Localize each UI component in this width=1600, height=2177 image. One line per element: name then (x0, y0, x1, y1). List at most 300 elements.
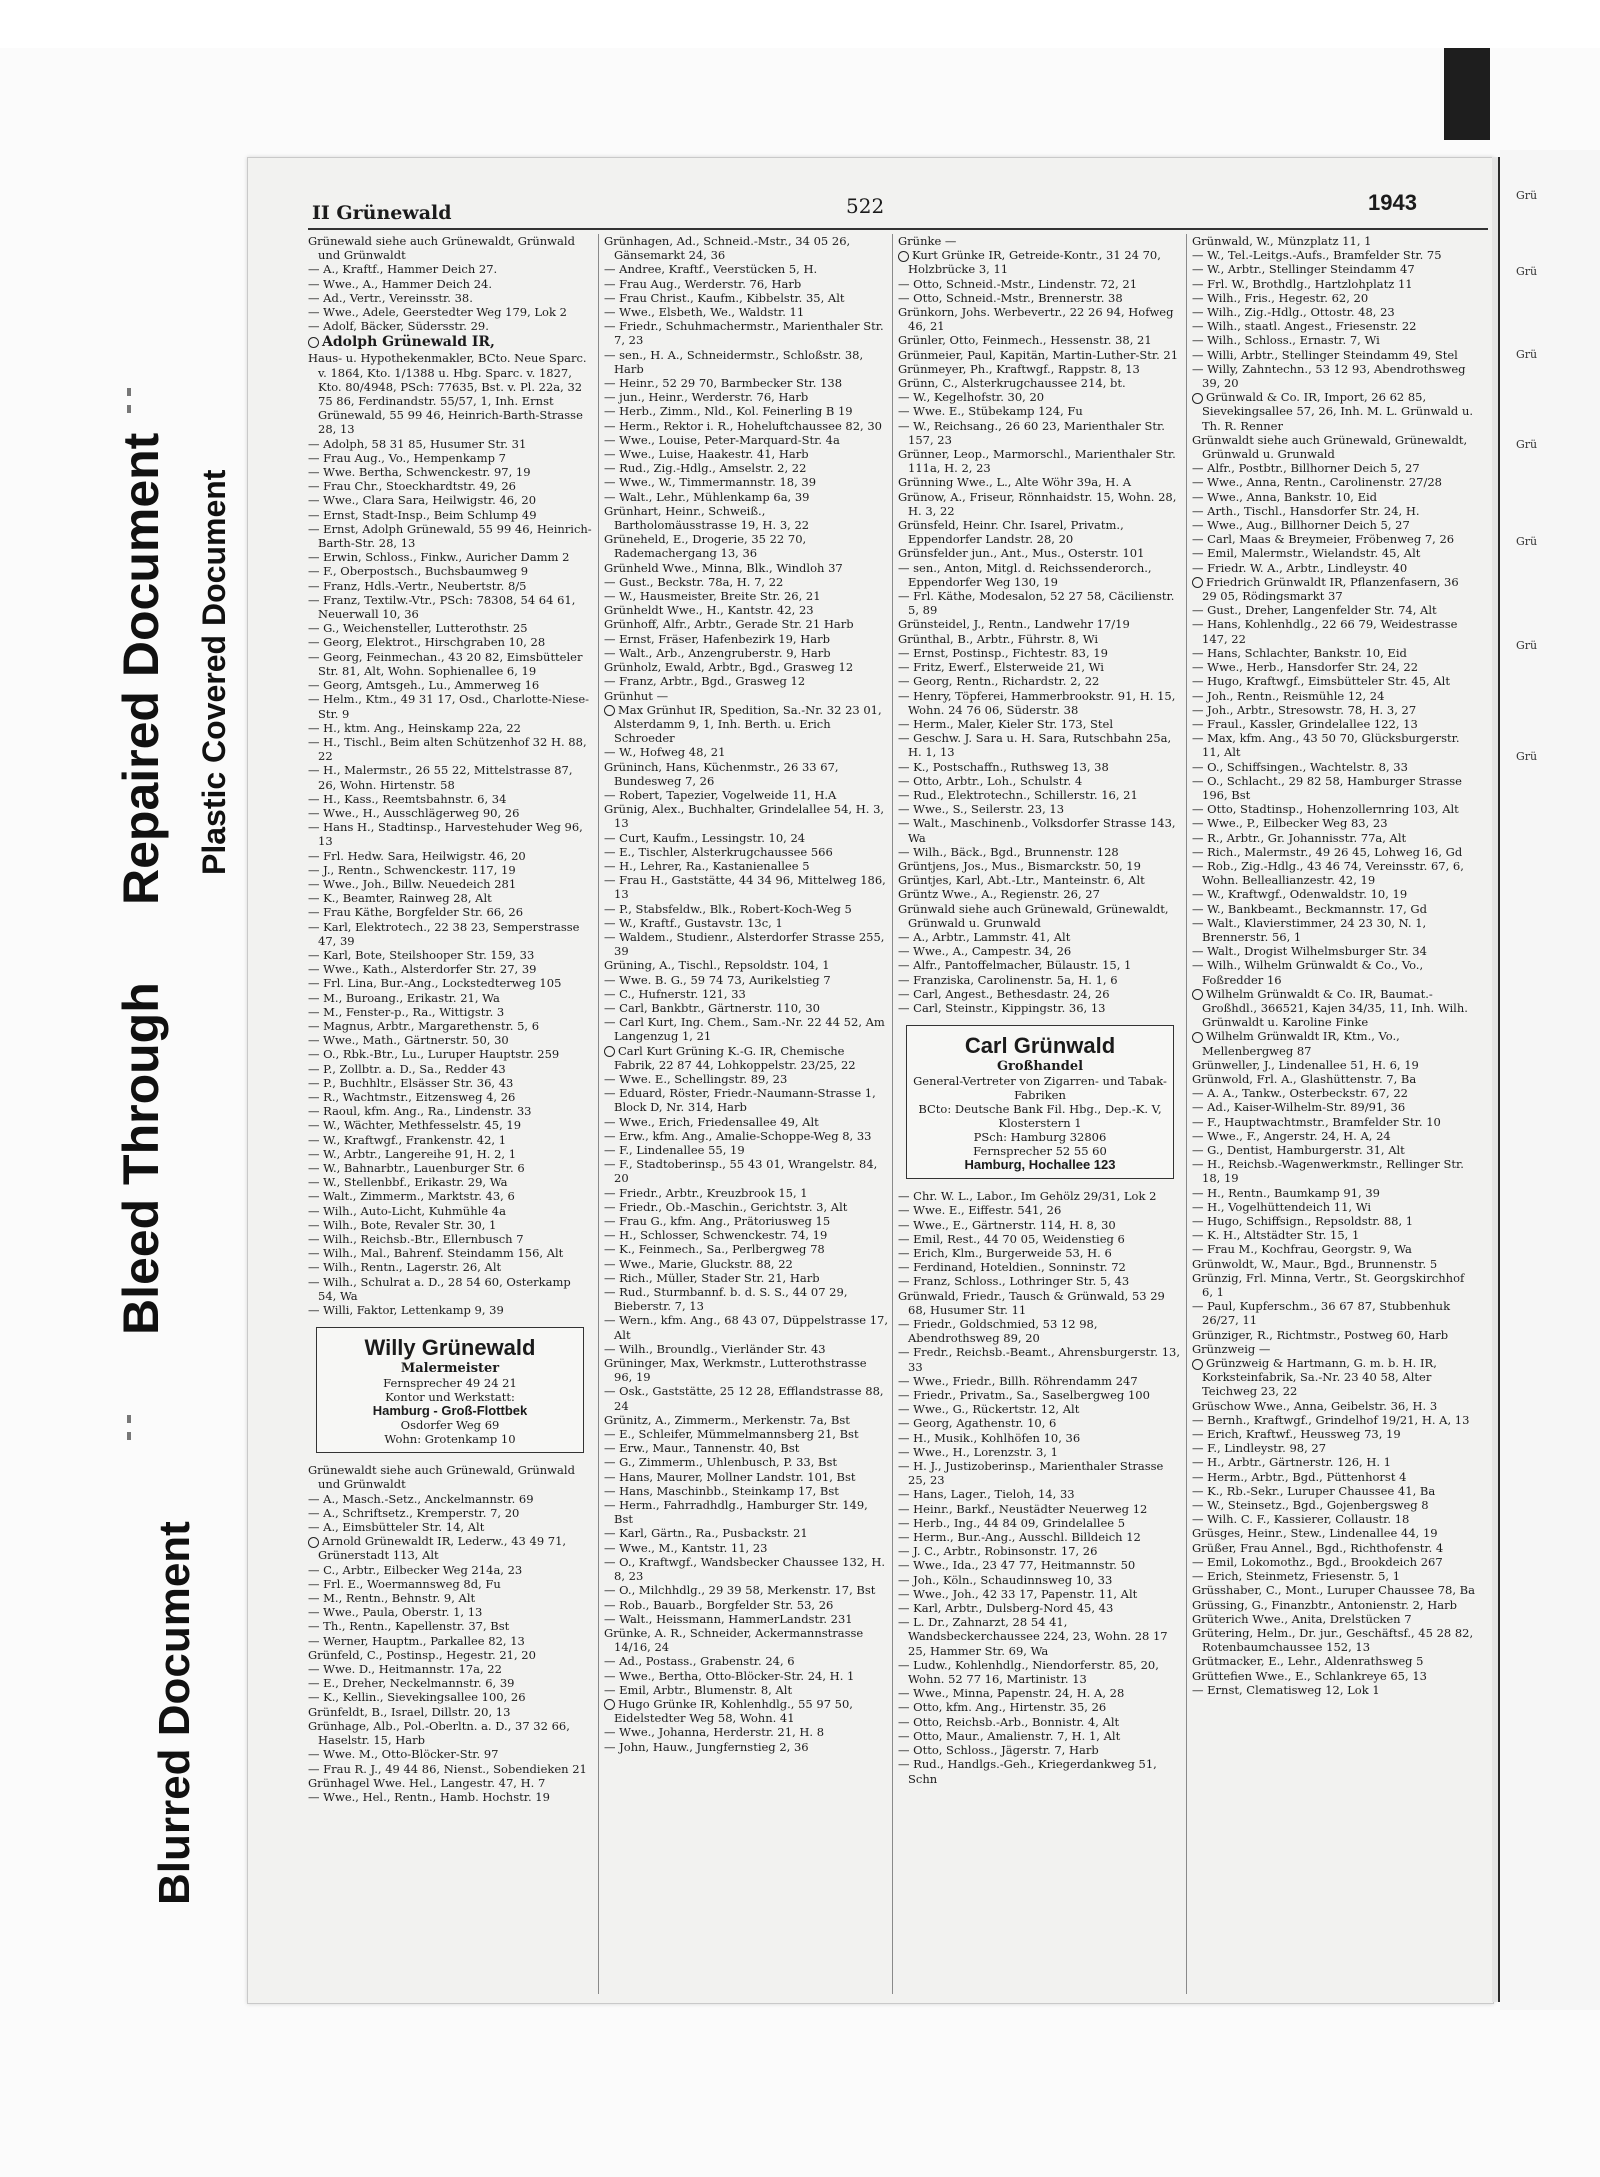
directory-entry (604, 461, 888, 475)
directory-entry (308, 479, 592, 493)
entry-text: Grünfeldt, B., Israel, Dillstr. 20, 13 (308, 1704, 511, 1719)
entry-text: — Otto, Stadtinsp., Hohenzollernring 103, Alt (1192, 802, 1459, 817)
entry-text: — A. A., Tankw., Osterbeckstr. 67, 22 (1192, 1086, 1408, 1101)
entry-text: — H., Reichsb.-Wagenwerkmstr., Rellinger Str. 18, 19 (1192, 1157, 1464, 1186)
directory-entry (308, 863, 592, 877)
entry-text: Grüschow Wwe., Anna, Geibelstr. 36, H. 3 (1192, 1398, 1438, 1413)
entry-text: Grünhagen, Ad., Schneid.-Mstr., 34 05 26, Gänsemarkt 24, 36 (604, 234, 851, 263)
entry-text: — Wwe., Joh., Billw. Neuedeich 281 (308, 876, 517, 891)
entry-text: Grünheldt Wwe., H., Kantstr. 42, 23 (604, 603, 814, 618)
entry-text: Grüntjes, Karl, Abt.-Ltr., Manteinstr. 6, Alt (898, 873, 1145, 888)
entry-text: — Gust., Dreher, Langenfelder Str. 74, Alt (1192, 603, 1437, 618)
entry-text: Grünweller, J., Lindenallee 51, H. 6, 19 (1192, 1057, 1419, 1072)
entry-text: — W., Wächter, Methfesselstr. 45, 19 (308, 1118, 522, 1133)
entry-text: — H., ktm. Ang., Heinskamp 22a, 22 (308, 720, 521, 735)
entry-text: — Gust., Beckstr. 78a, H. 7, 22 (604, 574, 784, 589)
directory-entry (308, 1492, 592, 1506)
directory-entry (308, 319, 592, 333)
registered-firm-icon (1192, 989, 1203, 1000)
section-title: II Grünewald (312, 202, 452, 224)
entry-text: — Wwe. B. G., 59 74 73, Aurikelstieg 7 (604, 972, 831, 987)
directory-entry (604, 1541, 888, 1555)
directory-entry (1192, 1328, 1476, 1342)
directory-entry (604, 1626, 888, 1654)
directory-entry (308, 1563, 592, 1577)
entry-text: — O., Kraftwgf., Wandsbecker Chaussee 132, H. 8, 23 (604, 1554, 886, 1584)
entry-text: — P., Stabsfeldw., Blk., Robert-Koch-Weg 5 (604, 901, 852, 916)
directory-entry (308, 1747, 592, 1761)
directory-entry (308, 763, 592, 791)
entry-text: — Georg, Feinmechan., 43 20 82, Eimsbütteler Str. 81, Alt, Wohn. Sophienallee 6, 19 (308, 649, 583, 678)
entry-text: — Walt., Zimmerm., Marktstr. 43, 6 (308, 1189, 515, 1204)
directory-entry (898, 660, 1182, 674)
directory-entry (898, 1487, 1182, 1501)
entry-text: — Emil, Arbtr., Blumenstr. 8, Alt (604, 1682, 793, 1697)
year: 1943 (1368, 190, 1417, 215)
entry-text: — A., Masch.-Setz., Anckelmannstr. 69 (308, 1491, 534, 1506)
entry-text: — Frau H., Gaststätte, 44 34 96, Mittelweg 186, 13 (604, 873, 886, 902)
entry-text: — Heinr., Barkf., Neustädter Neuerweg 12 (898, 1501, 1148, 1516)
directory-entry (604, 802, 888, 830)
entry-text: Haus- u. Hypothekenmakler, BCto. Neue Sparc. v. 1864, Kto. 1/1388 u. Hbg. Sparc. v. 1827, Kto. 80/4948, PSch: 77635, Bst. v. Pl. 22a, 32 75 86, Ferdinandstr. 55/57, 1, Inh. Ernst Grünewald, 55 99 46, Heinrich-Barth-Strasse 28, 13 (308, 351, 587, 437)
entry-text: — Friedr., Arbtr., Kreuzbrook 15, 1 (604, 1185, 808, 1200)
directory-entry (1192, 1086, 1476, 1100)
directory-entry (1192, 1470, 1476, 1484)
directory-entry (1192, 887, 1476, 901)
directory-entry (308, 920, 592, 948)
directory-entry (898, 248, 1182, 276)
entry-text: Grünhage, Alb., Pol.-Oberltn. a. D., 37 32 66, Haselstr. 15, Harb (308, 1718, 570, 1748)
directory-entry (1192, 1569, 1476, 1583)
directory-entry (308, 579, 592, 593)
entry-text: Grünitz, A., Zimmerm., Merkenstr. 7a, Bst (604, 1412, 850, 1427)
directory-entry (604, 1669, 888, 1683)
entry-text: — E., Dreher, Neckelmannstr. 6, 39 (308, 1676, 515, 1691)
registered-firm-icon (1192, 1032, 1203, 1043)
entry-text: Grünwald & Co. IR, Import, 26 62 85, Sievekingsallee 57, 26, Inh. M. L. Grünwald u. Th. R. Renner (1202, 390, 1474, 433)
registered-firm-icon (1192, 393, 1203, 404)
directory-entry (308, 1133, 592, 1147)
entry-text: — H., Arbtr., Gärtnerstr. 126, H. 1 (1192, 1455, 1391, 1470)
directory-entry (1192, 546, 1476, 560)
advert-trade: Großhandel (996, 1059, 1084, 1075)
plastic-covered-label: Plastic Covered Document (196, 469, 232, 875)
entry-text: Grünwald, Friedr., Tausch & Grünwald, 53 29 68, Husumer Str. 11 (898, 1288, 1165, 1317)
entry-text: — Rich., Müller, Stader Str. 21, Harb (604, 1270, 820, 1285)
directory-entry (604, 234, 888, 262)
entry-text: Grünner, Leop., Marmorschl., Marienthaler Str. 111a, H. 2, 23 (898, 447, 1176, 476)
directory-entry (308, 1690, 592, 1704)
directory-entry (898, 1317, 1182, 1345)
entry-text: Grünewaldt siehe auch Grünewald, Grünwald und Grünwaldt (308, 1463, 575, 1492)
directory-entry (1192, 1399, 1476, 1413)
entry-text: — Erich, Steinmetz, Friesenstr. 5, 1 (1192, 1569, 1401, 1584)
registered-firm-icon (1192, 1359, 1203, 1370)
directory-entry (308, 820, 592, 848)
entry-text: — Frl. W., Brothdlg., Hartzlohplatz 11 (1192, 276, 1413, 291)
directory-entry (308, 1260, 592, 1274)
entry-text: — Herm., Arbtr., Bgd., Püttenhorst 4 (1192, 1469, 1407, 1484)
directory-entry (604, 419, 888, 433)
directory-entry (1192, 1100, 1476, 1114)
directory-entry (1192, 1115, 1476, 1129)
directory-entry (308, 1634, 592, 1648)
directory-entry (1192, 1214, 1476, 1228)
directory-entry (308, 849, 592, 863)
entry-text: Grünkorn, Johs. Werbevertr., 22 26 94, Hofweg 46, 21 (898, 305, 1174, 334)
entry-text: — Rud., Sturmbannf. b. d. S. S., 44 07 29, Bieberstr. 7, 13 (604, 1285, 848, 1314)
entry-text: — Wwe., H., Ausschlägerweg 90, 26 (308, 805, 520, 820)
entry-text: — E., Tischler, Alsterkrugchaussee 566 (604, 844, 833, 859)
directory-entry (898, 390, 1182, 404)
entry-text: Grünke, A. R., Schneider, Ackermannstrasse 14/16, 24 (604, 1625, 864, 1655)
entry-text: — Wwe. E., Stübekamp 124, Fu (898, 404, 1083, 419)
directory-entry (308, 1118, 592, 1132)
directory-entry (898, 802, 1182, 816)
entry-text: — H., Vogelhüttendeich 11, Wi (1192, 1199, 1372, 1214)
entry-text: Grünwoldt, W., Maur., Bgd., Brunnenstr. 5 (1192, 1256, 1438, 1271)
entry-text: Grünthal, B., Arbtr., Führstr. 8, Wi (898, 631, 1099, 646)
directory-entry (308, 277, 592, 291)
entry-text: — Wilh., Auto-Licht, Kuhmühle 4a (308, 1203, 506, 1218)
directory-entry (1192, 617, 1476, 645)
entry-text: — W., Kraftf., Gustavstr. 13c, 1 (604, 915, 783, 930)
entry-text: — Chr. W. L., Labor., Im Gehölz 29/31, Lok 2 (898, 1189, 1157, 1204)
directory-entry (1192, 504, 1476, 518)
directory-entry (1192, 248, 1476, 262)
entry-text: — Herm., Maler, Kieler Str. 173, Stel (898, 716, 1114, 731)
directory-entry (308, 1676, 592, 1690)
entry-text: — Herm., Rektor i. R., Hoheluftchaussee 82, 30 (604, 418, 882, 433)
directory-entry (898, 1431, 1182, 1445)
entry-text: — Wwe. E., Eiffestr. 541, 26 (898, 1203, 1062, 1218)
entry-text: — Wwe., Bertha, Otto-Blöcker-Str. 24, H. 1 (604, 1668, 855, 1683)
directory-entry (308, 877, 592, 891)
entry-text: — Hans, Maschinbb., Steinkamp 17, Bst (604, 1483, 839, 1498)
advert-carl-grunwald (906, 1025, 1174, 1179)
entry-text: Grütmacker, E., Lehr., Aldenrathsweg 5 (1192, 1654, 1424, 1669)
directory-entry (1192, 1526, 1476, 1540)
directory-entry (1192, 1626, 1476, 1654)
directory-entry (1192, 1598, 1476, 1612)
directory-entry (604, 1313, 888, 1341)
entry-text: — Wilh., Zig.-Hdlg., Ottostr. 48, 23 (1192, 305, 1395, 320)
entry-text: — O., Milchhdlg., 29 39 58, Merkenstr. 17, Bst (604, 1583, 876, 1598)
directory-entry (1192, 1555, 1476, 1569)
entry-text: — Wwe., H., Lorenzstr. 3, 1 (898, 1444, 1058, 1459)
directory-entry (898, 788, 1182, 802)
entry-text: — Wilh., Mal., Bahrenf. Steindamm 156, Alt (308, 1246, 564, 1261)
entry-text: Grünig, Alex., Buchhalter, Grindelallee 54, H. 3, 13 (604, 802, 885, 831)
entry-text: — Adolf, Bäcker, Südersstr. 29. (308, 319, 489, 334)
entry-text: — Alfr., Postbtr., Billhorner Deich 5, 27 (1192, 461, 1420, 476)
entry-text: — P., Buchhltr., Elsässer Str. 36, 43 (308, 1075, 514, 1090)
entry-text: — Otto, Schloss., Jägerstr. 7, Harb (898, 1743, 1099, 1758)
advert-home: Wohn: Grotenkamp 10 (384, 1432, 516, 1447)
directory-entry (1192, 1271, 1476, 1299)
entry-text: — Wwe., Anna, Rentn., Carolinenstr. 27/28 (1192, 475, 1443, 490)
entry-text: Grüntz Wwe., A., Regienstr. 26, 27 (898, 887, 1100, 902)
entry-text: — Fraul., Kassler, Grindelallee 122, 13 (1192, 716, 1418, 731)
directory-entry (604, 617, 888, 631)
directory-entry (898, 1715, 1182, 1729)
directory-entry (308, 1147, 592, 1161)
entry-text: — Wwe., Elsbeth, We., Waldstr. 11 (604, 305, 805, 320)
entry-text: — Frl. Lina, Bur.-Ang., Lockstedterweg 105 (308, 976, 562, 991)
directory-entry (604, 348, 888, 376)
entry-text: — Wwe. M., Otto-Blöcker-Str. 97 (308, 1747, 499, 1762)
directory-entry (898, 1558, 1182, 1572)
directory-entry (898, 1658, 1182, 1686)
directory-entry (898, 760, 1182, 774)
directory-entry (1192, 1441, 1476, 1455)
directory-entry (308, 948, 592, 962)
entry-text: Grünmeier, Paul, Kapitän, Martin-Luther-Str. 21 (898, 347, 1179, 362)
entry-text: — Hugo, Schiffsign., Repsoldstr. 88, 1 (1192, 1214, 1414, 1229)
bleed-through-label: Bleed Through (113, 982, 169, 1335)
dash-mark (127, 388, 131, 396)
directory-entry (308, 721, 592, 735)
entry-text: — O., Rbk.-Btr., Lu., Luruper Hauptstr. 259 (308, 1047, 560, 1062)
directory-entry (898, 1374, 1182, 1388)
blurred-document-label: Blurred Document (150, 1521, 199, 1905)
entry-text: — H., Schlosser, Schwenckestr. 74, 19 (604, 1228, 828, 1243)
entry-text: — Otto, Maur., Amalienstr. 7, H. 1, Alt (898, 1728, 1121, 1743)
directory-entry (604, 1654, 888, 1668)
directory-entry (1192, 390, 1476, 433)
directory-entry (308, 1246, 592, 1260)
entry-text: Grünler, Otto, Feinmech., Hessenstr. 38, 21 (898, 333, 1152, 348)
entry-text: — Rob., Zig.-Hdlg., 43 46 74, Vereinsstr. 67, 6, Wohn. Belleallianzestr. 42, 19 (1192, 858, 1464, 888)
directory-entry (898, 1416, 1182, 1430)
directory-entry (604, 987, 888, 1001)
directory-entry (604, 930, 888, 958)
directory-entry (898, 1459, 1182, 1487)
directory-entry (604, 1285, 888, 1313)
entry-text: Kurt Grünke IR, Getreide-Kontr., 31 24 70, Holzbrücke 3, 11 (908, 248, 1161, 277)
entry-text: — Herm., Bur.-Ang., Ausschl. Billdeich 12 (898, 1530, 1141, 1545)
directory-entry (898, 845, 1182, 859)
entry-text: — M., Rentn., Behnstr. 9, Alt (308, 1591, 476, 1606)
entry-text: — W., Arbtr., Langereihe 91, H. 2, 1 (308, 1146, 517, 1161)
directory-entry (1192, 490, 1476, 504)
directory-entry (1192, 1186, 1476, 1200)
directory-entry (1192, 660, 1476, 674)
entry-text: — Karl, Gärtn., Ra., Pusbackstr. 21 (604, 1526, 808, 1541)
entry-text: — Osk., Gaststätte, 25 12 28, Efflandstrasse 88, 24 (604, 1384, 884, 1413)
entry-text: — Wwe., Erich, Friedensallee 49, Alt (604, 1114, 819, 1129)
entry-text: — Erw., Maur., Tannenstr. 40, Bst (604, 1441, 800, 1456)
entry-text: Grünwald siehe auch Grünewald, Grünewaldt, Grünwald u. Grunwald (898, 901, 1169, 930)
directory-entry (898, 348, 1182, 362)
directory-entry (898, 1757, 1182, 1785)
entry-text: — R., Arbtr., Gr. Johannisstr. 77a, Alt (1192, 830, 1407, 845)
entry-text: — Wwe., M., Kantstr. 11, 23 (604, 1540, 768, 1555)
entry-text: Grüttefien Wwe., E., Schlankreye 65, 13 (1192, 1668, 1427, 1683)
directory-entry (1192, 958, 1476, 986)
entry-text: — Magnus, Arbtr., Margarethenstr. 5, 6 (308, 1018, 540, 1033)
entry-text: — Wwe., G., Rückertstr. 12, Alt (898, 1402, 1080, 1417)
registered-firm-icon (308, 1537, 319, 1548)
directory-entry (1192, 731, 1476, 759)
entry-text: Friedrich Grünwaldt IR, Pflanzenfasern, 36 29 05, Rödingsmarkt 37 (1202, 574, 1459, 604)
entry-text: — Otto, Schneid.-Mstr., Brennerstr. 38 (898, 290, 1123, 305)
entry-text: — Wwe., Johanna, Herderstr. 21, H. 8 (604, 1725, 825, 1740)
directory-entry (308, 262, 592, 276)
entry-text: Grüßer, Frau Annel., Bgd., Richthofenstr. 4 (1192, 1540, 1444, 1555)
directory-entry (308, 891, 592, 905)
neighbor-fragment: Grü (1516, 750, 1538, 763)
entry-text: — H. J., Justizoberinsp., Marienthaler Strasse 25, 23 (898, 1459, 1164, 1488)
entry-text: Grüntjens, Jos., Mus., Bismarckstr. 50, 19 (898, 858, 1141, 873)
entry-text: — Wwe., Paula, Oberstr. 1, 13 (308, 1605, 483, 1620)
directory-entry (308, 1719, 592, 1747)
scan-black-bar (1444, 48, 1490, 140)
dash-mark (127, 405, 131, 413)
directory-entry (898, 973, 1182, 987)
directory-entry (1192, 461, 1476, 475)
column-3 (898, 234, 1182, 1994)
directory-entry (1192, 1683, 1476, 1697)
directory-entry (604, 902, 888, 916)
entry-text: Grüsges, Heinr., Stew., Lindenallee 44, 19 (1192, 1526, 1438, 1541)
directory-entry (308, 1790, 592, 1804)
entry-text: — Otto, Schneid.-Mstr., Lindenstr. 72, 21 (898, 276, 1138, 291)
entry-text: — Ernst, Fräser, Hafenbezirk 19, Harb (604, 631, 830, 646)
entry-text: — Carl, Maas & Breymeier, Fröbenweg 7, 26 (1192, 532, 1455, 547)
directory-entry (308, 1534, 592, 1562)
entry-text: — Wilh., Bäck., Bgd., Brunnenstr. 128 (898, 844, 1119, 859)
entry-text: — Wwe., A., Hammer Deich 24. (308, 276, 493, 291)
directory-entry (898, 546, 1182, 560)
entry-text: — Wilh., Wilhelm Grünwaldt & Co., Vo., Foßredder 16 (1192, 958, 1424, 987)
directory-entry (1192, 987, 1476, 1030)
entry-text: — H., Malermstr., 26 55 22, Mittelstrasse 87, 26, Wohn. Hirtenstr. 58 (308, 763, 573, 792)
directory-entry (308, 550, 592, 564)
entry-text: — Otto, Arbtr., Loh., Schulstr. 4 (898, 773, 1083, 788)
directory-entry (1192, 802, 1476, 816)
entry-text: — Walt., Heissmann, HammerLandstr. 231 (604, 1611, 853, 1626)
directory-entry (604, 873, 888, 901)
directory-entry (604, 1413, 888, 1427)
entry-text: Grünwald, W., Münzplatz 11, 1 (1192, 234, 1372, 248)
directory-entry (308, 493, 592, 507)
advert-street: Osdorfer Weg 69 (400, 1418, 500, 1433)
directory-entry (308, 437, 592, 451)
directory-entry (308, 564, 592, 578)
directory-entry (898, 1260, 1182, 1274)
entry-text: — O., Schiffsingen., Wachtelstr. 8, 33 (1192, 759, 1408, 774)
entry-text: — Waldem., Studienr., Alsterdorfer Strasse 255, 39 (604, 929, 885, 959)
directory-entry (1192, 1143, 1476, 1157)
directory-entry (604, 490, 888, 504)
entry-text: — Wwe., Louise, Peter-Marquard-Str. 4a (604, 432, 840, 447)
directory-entry (604, 1498, 888, 1526)
entry-text: Grünsteidel, J., Rentn., Landwehr 17/19 (898, 617, 1130, 632)
entry-text: — Rob., Bauarb., Borgfelder Str. 53, 26 (604, 1597, 834, 1612)
entry-text: — Ernst, Adolph Grünewald, 55 99 46, Heinrich-Barth-Str. 28, 13 (308, 521, 592, 551)
entry-text: — Wilh., Schloss., Ernastr. 7, Wi (1192, 333, 1380, 348)
entry-text: — H., Rentn., Baumkamp 91, 39 (1192, 1185, 1380, 1200)
directory-entry (308, 333, 592, 351)
entry-text: — Wwe., Herb., Hansdorfer Str. 24, 22 (1192, 660, 1419, 675)
directory-entry (604, 958, 888, 972)
entry-text: — Frl. Käthe, Modesalon, 52 27 58, Cäcilienstr. 5, 89 (898, 589, 1175, 618)
directory-entry (604, 1129, 888, 1143)
directory-entry (1192, 1072, 1476, 1086)
neighbor-fragment: Grü (1516, 535, 1538, 548)
directory-entry (604, 1526, 888, 1540)
entry-text: — Erwin, Schloss., Finkw., Auricher Damm 2 (308, 550, 570, 565)
directory-entry (898, 1601, 1182, 1615)
entry-text: — Wwe., Friedr., Billh. Röhrendamm 247 (898, 1373, 1138, 1388)
entry-text: — Karl, Arbtr., Dulsberg-Nord 45, 43 (898, 1601, 1114, 1616)
entry-text: Grünke — (898, 234, 957, 248)
directory-entry (898, 717, 1182, 731)
directory-entry (604, 1427, 888, 1441)
entry-text: — F., Stadtoberinsp., 55 43 01, Wrangelstr. 84, 20 (604, 1157, 878, 1186)
directory-entry (1192, 760, 1476, 774)
entry-text: Grünsfeld, Heinr. Chr. Isarel, Privatm., Eppendorfer Landstr. 28, 20 (898, 518, 1124, 547)
directory-entry (308, 1076, 592, 1090)
entry-text: — Georg, Amtsgeh., Lu., Ammerweg 16 (308, 678, 540, 693)
directory-entry (308, 1275, 592, 1303)
entry-text: — H., Lehrer, Ra., Kastanienallee 5 (604, 858, 810, 873)
directory-entry (604, 1015, 888, 1043)
entry-text: — Joh., Köln., Schaudinnsweg 10, 33 (898, 1572, 1113, 1587)
directory-entry (604, 1612, 888, 1626)
entry-text: Adolph Grünewald IR, (322, 334, 495, 351)
directory-entry (1192, 291, 1476, 305)
directory-entry (1192, 902, 1476, 916)
directory-entry (604, 433, 888, 447)
directory-entry (308, 1776, 592, 1790)
directory-entry (898, 1203, 1182, 1217)
entry-text: — Hans, Lager., Tieloh, 14, 33 (898, 1487, 1075, 1502)
directory-entry (308, 1705, 592, 1719)
directory-entry (604, 674, 888, 688)
directory-entry (604, 575, 888, 589)
entry-text: — O., Schlacht., 29 82 58, Hamburger Strasse 196, Bst (1192, 773, 1462, 802)
directory-entry (898, 902, 1182, 930)
directory-entry (1192, 831, 1476, 845)
directory-entry (898, 291, 1182, 305)
directory-entry (1192, 1427, 1476, 1441)
directory-entry (898, 1289, 1182, 1317)
entry-text: — A., Kraftf., Hammer Deich 27. (308, 262, 498, 277)
directory-entry (1192, 305, 1476, 319)
directory-entry (308, 1232, 592, 1246)
advert-bank: BCto: Deutsche Bank Fil. Hbg., Dep.-K. V, Klosterstern 1 (918, 1102, 1162, 1131)
entry-text: — Walt., Maschinenb., Volksdorfer Strasse 143, Wa (898, 816, 1176, 845)
directory-entry (308, 291, 592, 305)
directory-entry (604, 404, 888, 418)
entry-text: — J. C., Arbtr., Robinsonstr. 17, 26 (898, 1544, 1098, 1559)
directory-entry (1192, 944, 1476, 958)
directory-entry (604, 646, 888, 660)
directory-entry (604, 1001, 888, 1015)
advert-office: Kontor und Werkstatt: (385, 1390, 515, 1405)
directory-entry (1192, 319, 1476, 333)
entry-text: — Rud., Elektrotechn., Schillerstr. 16, 21 (898, 787, 1138, 802)
entry-text: — Robert, Tapezier, Vogelweide 11, H.A (604, 787, 837, 802)
entry-text: — Carl, Steinstr., Kippingstr. 36, 13 (898, 1000, 1106, 1015)
directory-entry (604, 859, 888, 873)
dash-mark (127, 1432, 131, 1440)
entry-text: — W., Tel.-Leitgs.-Aufs., Bramfelder Str. 75 (1192, 248, 1442, 263)
entry-text: Grüninch, Hans, Küchenmstr., 26 33 67, Bundesweg 7, 26 (604, 759, 839, 788)
entry-text: Max Grünhut IR, Spedition, Sa.-Nr. 32 23 01, Alsterdamm 9, 1, Inh. Berth. u. Erich Schroeder (614, 702, 882, 746)
